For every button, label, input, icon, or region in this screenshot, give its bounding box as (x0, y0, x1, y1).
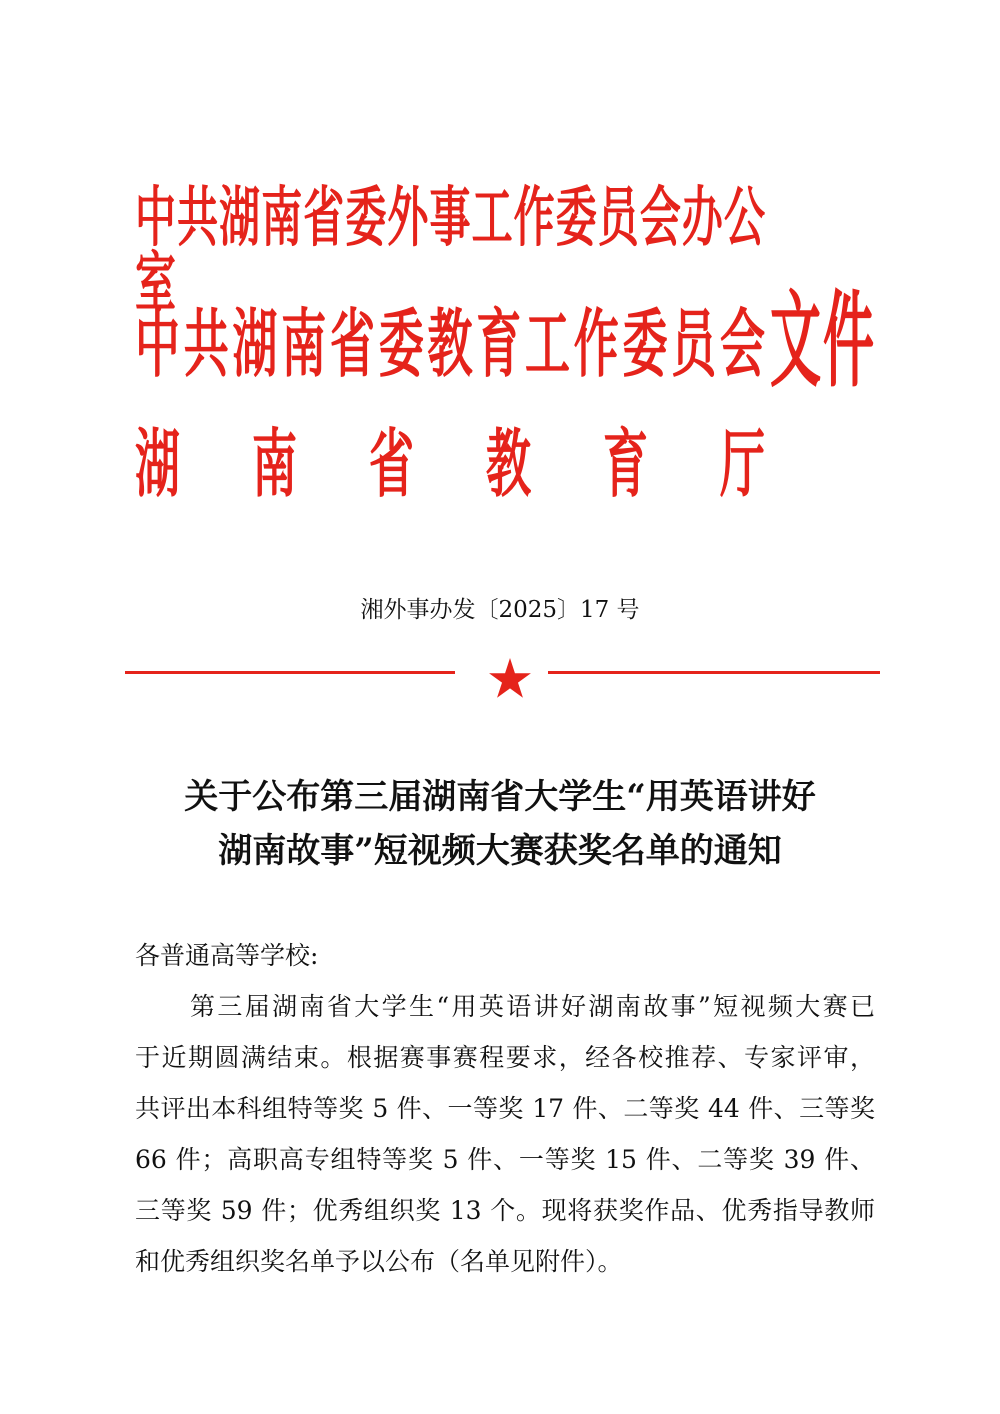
document-body (135, 930, 875, 1287)
paragraph-line: 第三届湖南省大学生“用英语讲好湖南故事”短视频大赛已 (190, 992, 875, 1021)
issuer-line-foreign-affairs-office: 中共湖南省委外事工作委员会办公室 (135, 179, 765, 321)
issuer-line-education-department: 湖南省教育厅 (135, 420, 765, 508)
paragraph-line: 和优秀组织奖名单予以公布（名单见附件）。 (135, 1247, 623, 1276)
paragraph-line: 于近期圆满结束。根据赛事赛程要求，经各校推荐、专家评审， (135, 1043, 875, 1072)
title-line-1: 关于公布第三届湖南省大学生“用英语讲好 (184, 777, 816, 817)
document-number: 湘外事办发〔2025〕17 号 (360, 597, 640, 623)
issuer-line-education-committee: 中共湖南省委教育工作委员会 (135, 300, 765, 388)
salutation: 各普通高等学校: (135, 941, 319, 970)
divider-line-left (125, 671, 455, 674)
paragraph-line: 66 件；高职高专组特等奖 5 件、一等奖 15 件、二等奖 39 件、 (135, 1145, 875, 1174)
divider-line-right (548, 671, 880, 674)
star-icon (489, 658, 531, 698)
red-divider (0, 650, 1000, 710)
red-divider-graphic (0, 650, 1000, 710)
document-title (100, 770, 900, 878)
paragraph-line: 共评出本科组特等奖 5 件、一等奖 17 件、二等奖 44 件、三等奖 (135, 1094, 875, 1123)
document-suffix: 文件 (770, 280, 874, 404)
title-line-2: 湖南故事”短视频大赛获奖名单的通知 (218, 831, 782, 871)
paragraph-line: 三等奖 59 件；优秀组织奖 13 个。现将获奖作品、优秀指导教师 (135, 1196, 875, 1225)
